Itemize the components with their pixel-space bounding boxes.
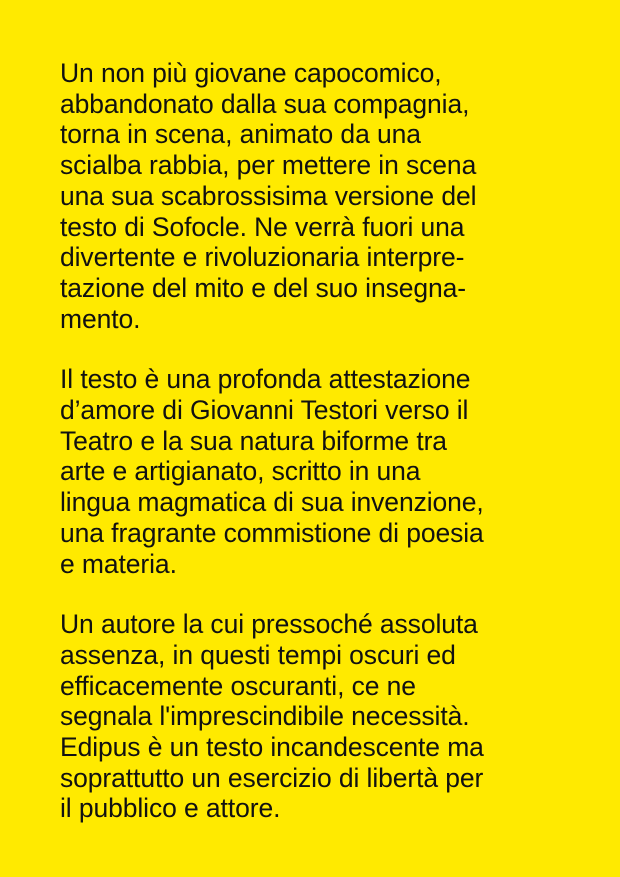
- paragraph-text-description: [60, 364, 580, 579]
- paragraph-plot: [60, 58, 580, 334]
- text-line: abbandonato dalla sua compagnia,: [60, 88, 470, 119]
- text-line: lingua magmatica di sua invenzione,: [60, 487, 484, 518]
- text-line: assenza, in questi tempi oscuri ed: [60, 639, 456, 670]
- text-line: torna in scena, animato da una: [60, 119, 421, 150]
- text-line: arte e artigianato, scritto in una: [60, 456, 421, 487]
- text-line: Un non più giovane capocomico,: [60, 58, 442, 88]
- text-line: soprattutto un esercizio di libertà per: [60, 762, 484, 793]
- text-page: [60, 58, 580, 854]
- text-line: mento.: [60, 303, 141, 334]
- text-line: una sua scabrossisima versione del: [60, 180, 477, 211]
- text-line: testo di Sofocle. Ne verrà fuori una: [60, 211, 465, 242]
- text-line: il pubblico e attore.: [60, 793, 281, 824]
- text-line: e materia.: [60, 548, 177, 579]
- text-line: Un autore la cui pressoché assoluta: [60, 609, 478, 640]
- text-line: Edipus è un testo incandescente ma: [60, 732, 484, 763]
- text-line: una fragrante commistione di poesia: [60, 517, 484, 548]
- text-line: tazione del mito e del suo insegna-: [60, 272, 467, 303]
- text-line: d’amore di Giovanni Testori verso il: [60, 395, 469, 426]
- text-line: divertente e rivoluzionaria interpre-: [60, 242, 465, 273]
- text-line: efficacemente oscuranti, ce ne: [60, 670, 416, 701]
- paragraph-author: [60, 609, 580, 824]
- text-line: segnala l'imprescindibile necessità.: [60, 701, 470, 732]
- text-line: scialba rabbia, per mettere in scena: [60, 150, 477, 181]
- text-line: Teatro e la sua natura biforme tra: [60, 425, 447, 456]
- text-line: Il testo è una profonda attestazione: [60, 364, 471, 395]
